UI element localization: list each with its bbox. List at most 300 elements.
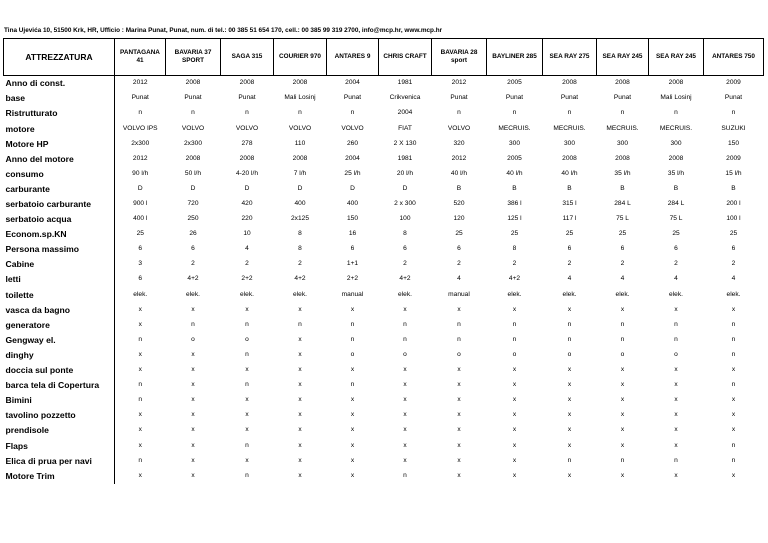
table-cell: 6: [620, 245, 625, 253]
table-cell: 2008: [185, 79, 201, 87]
table-cell: n: [620, 109, 625, 117]
table-cell: 110: [294, 139, 306, 147]
table-cell: n: [245, 441, 249, 449]
table-cell: n: [731, 381, 736, 389]
table-cell: 3: [138, 260, 143, 268]
table-cell: n: [567, 335, 572, 343]
table-cell: 25: [672, 230, 680, 238]
row-label: Cabine: [4, 257, 115, 272]
table-row: [4, 106, 764, 121]
table-cell: x: [350, 426, 355, 434]
table-cell: 25: [455, 230, 463, 238]
table-cell: n: [731, 456, 736, 464]
table-cell: VOLVO IPS: [122, 124, 158, 132]
table-cell: 520: [453, 200, 465, 207]
table-cell: x: [620, 441, 625, 449]
column-header: SEA RAY 245: [597, 39, 649, 76]
table-cell: 6: [567, 245, 572, 253]
table-cell: x: [457, 366, 461, 374]
table-cell: x: [567, 471, 572, 479]
table-cell: 2004: [345, 79, 360, 87]
table-cell: 2x300: [184, 139, 202, 147]
table-cell: x: [298, 456, 302, 464]
table-cell: VOLVO: [181, 124, 205, 132]
table-cell: 16: [348, 230, 357, 238]
table-cell: o: [403, 350, 407, 358]
row-label: Gengway el.: [4, 333, 115, 348]
table-cell: n: [138, 381, 143, 389]
table-cell: D: [297, 184, 303, 192]
table-cell: 2012: [451, 154, 467, 162]
table-row: [4, 363, 764, 378]
table-cell: x: [674, 381, 678, 389]
table-cell: x: [298, 381, 302, 389]
column-header: SEA RAY 275: [543, 39, 597, 76]
table-cell: o: [674, 350, 678, 358]
table-cell: x: [191, 350, 195, 358]
table-cell: 120: [453, 215, 465, 223]
table-cell: 2005: [507, 154, 522, 162]
table-cell: x: [403, 396, 407, 404]
table-cell: 2: [403, 260, 407, 268]
table-cell: 2008: [615, 154, 630, 162]
table-cell: B: [567, 184, 572, 192]
table-cell: x: [403, 366, 407, 374]
table-cell: n: [245, 471, 249, 479]
table-cell: x: [350, 456, 355, 464]
table-cell: 2004: [345, 154, 360, 162]
row-label: Econom.sp.KN: [4, 227, 115, 242]
column-header: BAYLINER 285: [487, 39, 543, 76]
table-cell: 2008: [239, 154, 255, 162]
table-cell: x: [298, 411, 302, 419]
column-header: SAGA 315: [221, 39, 274, 76]
table-cell: 2x300: [131, 139, 150, 147]
table-cell: x: [457, 305, 461, 313]
table-cell: x: [457, 381, 461, 389]
table-cell: 4: [567, 275, 572, 283]
table-row: [4, 242, 764, 257]
table-cell: elek.: [293, 290, 307, 298]
table-cell: 2008: [562, 79, 577, 87]
table-cell: x: [457, 471, 461, 479]
table-cell: x: [298, 305, 302, 313]
table-cell: 250: [187, 215, 199, 223]
row-label: doccia sul ponte: [4, 363, 115, 378]
table-cell: x: [731, 426, 736, 434]
table-cell: VOLVO: [341, 124, 364, 132]
table-cell: n: [245, 350, 249, 358]
table-cell: n: [245, 381, 249, 389]
table-cell: 4: [674, 275, 678, 283]
table-cell: n: [138, 396, 143, 404]
table-row: [4, 302, 764, 317]
table-cell: x: [512, 366, 517, 374]
table-cell: x: [512, 381, 517, 389]
table-cell: 50 l/h: [184, 169, 202, 177]
row-label: Persona massimo: [4, 242, 115, 257]
table-cell: x: [245, 426, 249, 434]
table-cell: 2008: [292, 79, 308, 87]
table-cell: 2 x 300: [394, 200, 416, 207]
table-cell: B: [731, 184, 736, 192]
table-cell: elek.: [726, 290, 741, 298]
table-cell: n: [567, 109, 572, 117]
table-cell: 2: [731, 260, 736, 268]
row-label: toilette: [4, 287, 115, 302]
table-cell: o: [457, 350, 461, 358]
table-cell: elek.: [133, 290, 148, 298]
table-cell: MECRUIS.: [498, 124, 531, 132]
table-cell: n: [674, 109, 678, 117]
table-cell: x: [245, 411, 249, 419]
column-header: ANTARES 9: [327, 39, 379, 76]
table-cell: 40 l/h: [561, 169, 578, 177]
row-label: Bimini: [4, 393, 115, 408]
table-cell: 6: [674, 245, 678, 253]
table-cell: 284 L: [667, 200, 685, 207]
table-cell: VOLVO: [288, 124, 312, 132]
table-cell: 125 l: [507, 215, 522, 223]
table-cell: x: [350, 471, 355, 479]
row-label: Anno di const.: [4, 76, 115, 92]
table-cell: SUZUKI: [721, 124, 746, 132]
table-cell: VOLVO: [447, 124, 471, 132]
table-cell: 26: [189, 230, 197, 238]
table-row: [4, 333, 764, 348]
table-cell: 6: [731, 245, 736, 253]
table-cell: 278: [241, 139, 253, 147]
table-cell: 100: [399, 215, 411, 223]
row-label: serbatoio carburante: [4, 197, 115, 212]
table-cell: 315 l: [562, 200, 577, 207]
table-cell: n: [457, 109, 461, 117]
table-cell: 40 l/h: [450, 169, 468, 177]
table-cell: elek.: [186, 290, 200, 298]
table-cell: x: [567, 381, 572, 389]
table-cell: 4: [457, 275, 461, 283]
table-cell: n: [674, 456, 678, 464]
table-cell: x: [567, 366, 572, 374]
table-cell: x: [512, 305, 517, 313]
table-cell: x: [731, 471, 736, 479]
table-cell: B: [512, 184, 517, 192]
table-cell: 2012: [132, 79, 148, 87]
table-cell: 2008: [668, 154, 684, 162]
table-row: [4, 468, 764, 483]
table-cell: o: [567, 350, 572, 358]
table-cell: VOLVO: [235, 124, 259, 132]
table-cell: 2009: [726, 79, 741, 87]
table-cell: 2008: [668, 79, 684, 87]
table-cell: 400: [294, 200, 306, 207]
table-cell: x: [731, 411, 736, 419]
table-cell: 2008: [292, 154, 308, 162]
table-cell: x: [674, 426, 678, 434]
table-cell: x: [191, 441, 195, 449]
table-cell: n: [512, 109, 517, 117]
table-cell: x: [512, 426, 517, 434]
table-cell: n: [674, 320, 678, 328]
table-cell: 25: [565, 230, 574, 238]
row-label: motore: [4, 121, 115, 136]
table-cell: 4-20 l/h: [236, 169, 258, 177]
table-cell: x: [403, 381, 407, 389]
table-cell: x: [620, 381, 625, 389]
table-row: [4, 393, 764, 408]
table-cell: 386 l: [507, 200, 522, 207]
table-cell: 35 l/h: [667, 169, 685, 177]
column-header: ANTARES 750: [704, 39, 764, 76]
table-row: [4, 348, 764, 363]
table-row: [4, 257, 764, 272]
table-cell: n: [138, 109, 143, 117]
table-cell: o: [245, 335, 249, 343]
table-cell: 1981: [397, 154, 413, 162]
table-cell: x: [620, 396, 625, 404]
table-cell: 400: [346, 200, 358, 207]
table-cell: x: [567, 441, 572, 449]
table-cell: x: [674, 396, 678, 404]
table-cell: n: [731, 441, 736, 449]
contact-header: Tina Ujevića 10, 51500 Krk, HR, Ufficio : Marina Punat, Punat, num. di tel.: 00 385 51 654 170, cell.: 00 385 99 319 2700, info@mcp.hr, www.mcp.hr: [4, 27, 443, 34]
table-cell: 2008: [562, 154, 577, 162]
table-cell: 720: [187, 200, 199, 207]
table-cell: MECRUIS.: [553, 124, 586, 132]
table-cell: x: [191, 396, 195, 404]
table-row: [4, 197, 764, 212]
table-cell: 2008: [239, 79, 255, 87]
table-cell: 2009: [726, 154, 741, 162]
table-cell: MECRUIS.: [606, 124, 639, 132]
table-cell: B: [673, 184, 679, 192]
table-cell: x: [512, 456, 517, 464]
row-label: Motore Trim: [4, 468, 115, 483]
table-cell: D: [350, 184, 355, 192]
table-cell: x: [512, 396, 517, 404]
table-cell: 7 l/h: [293, 169, 307, 177]
table-cell: o: [512, 350, 517, 358]
table-cell: 4: [620, 275, 625, 283]
table-cell: 150: [727, 139, 739, 147]
table-cell: n: [350, 320, 355, 328]
table-cell: x: [191, 456, 195, 464]
table-cell: x: [138, 441, 142, 449]
table-cell: 320: [453, 139, 465, 147]
table-cell: 20 l/h: [396, 169, 414, 177]
table-row: [4, 212, 764, 227]
row-label: vasca da bagno: [4, 302, 115, 317]
table-cell: x: [298, 396, 302, 404]
column-header: BAVARIA 28 sport: [432, 39, 487, 76]
table-cell: 100 l: [726, 215, 741, 223]
table-cell: n: [350, 335, 355, 343]
column-header: COURIER 970: [274, 39, 327, 76]
table-cell: x: [298, 426, 302, 434]
table-cell: 1981: [397, 79, 413, 87]
table-cell: x: [138, 305, 142, 313]
table-row: [4, 318, 764, 333]
table-cell: x: [620, 305, 625, 313]
table-cell: 420: [241, 200, 253, 207]
table-cell: 2+2: [241, 275, 253, 283]
table-cell: D: [402, 184, 408, 192]
table-cell: n: [620, 335, 625, 343]
table-cell: 4: [731, 275, 736, 283]
column-header: PANTAGANA 41: [115, 39, 166, 76]
table-cell: 2004: [397, 109, 413, 117]
table-cell: 2x125: [291, 215, 309, 223]
table-cell: x: [457, 441, 461, 449]
table-cell: 2: [674, 260, 678, 268]
table-cell: 220: [241, 215, 253, 223]
table-cell: x: [403, 305, 407, 313]
table-cell: 300: [616, 139, 628, 147]
table-cell: 2: [567, 260, 572, 268]
table-cell: 300: [563, 139, 575, 147]
table-cell: 2008: [185, 154, 201, 162]
row-label: barca tela di Copertura: [4, 378, 115, 393]
column-header: SEA RAY 245: [649, 39, 704, 76]
table-cell: x: [403, 411, 407, 419]
table-cell: 2012: [451, 79, 467, 87]
table-cell: Punat: [505, 94, 524, 102]
table-cell: x: [567, 396, 572, 404]
table-cell: Punat: [131, 94, 149, 102]
table-cell: Punat: [184, 94, 202, 102]
table-cell: x: [245, 366, 249, 374]
table-row: [4, 151, 764, 166]
table-cell: Crikvenica: [389, 94, 421, 102]
table-cell: x: [350, 366, 355, 374]
table-cell: x: [138, 471, 142, 479]
table-cell: n: [512, 320, 517, 328]
table-cell: 8: [512, 245, 517, 253]
table-cell: x: [620, 411, 625, 419]
table-cell: 2: [298, 260, 302, 268]
table-cell: 2 X 130: [393, 139, 417, 147]
table-cell: 300: [670, 139, 682, 147]
table-cell: x: [567, 411, 572, 419]
table-cell: 4+2: [399, 275, 411, 283]
table-cell: x: [245, 456, 249, 464]
table-cell: elek.: [398, 290, 412, 298]
table-cell: o: [350, 350, 355, 358]
table-cell: x: [245, 305, 249, 313]
table-cell: o: [191, 335, 195, 343]
table-cell: n: [567, 320, 572, 328]
table-cell: n: [298, 109, 302, 117]
table-cell: n: [245, 109, 249, 117]
row-label: dinghy: [4, 348, 115, 363]
table-cell: 4+2: [187, 275, 199, 283]
table-cell: n: [403, 335, 407, 343]
table-cell: x: [191, 305, 195, 313]
table-cell: n: [731, 335, 736, 343]
table-cell: 8: [403, 230, 407, 238]
table-cell: Mali Losinj: [284, 94, 316, 102]
table-cell: 25: [729, 230, 738, 238]
table-cell: 35 l/h: [614, 169, 631, 177]
row-label: Ristrutturato: [4, 106, 115, 121]
table-cell: x: [245, 396, 249, 404]
table-cell: n: [298, 320, 302, 328]
table-cell: 10: [243, 230, 251, 238]
table-cell: 15 l/h: [725, 169, 742, 177]
table-cell: MECRUIS.: [659, 124, 693, 132]
table-cell: n: [512, 335, 517, 343]
table-cell: 400 l: [133, 215, 148, 223]
table-cell: Punat: [560, 94, 579, 102]
column-header: CHRIS CRAFT: [379, 39, 432, 76]
table-row: [4, 453, 764, 468]
table-cell: n: [457, 320, 461, 328]
table-cell: x: [620, 471, 625, 479]
table-cell: n: [731, 350, 736, 358]
table-cell: 2: [457, 260, 461, 268]
table-cell: 2: [620, 260, 625, 268]
table-cell: n: [138, 335, 143, 343]
table-cell: 90 l/h: [132, 169, 149, 177]
table-cell: 25: [510, 230, 519, 238]
table-cell: 1+1: [346, 260, 359, 268]
table-cell: x: [298, 471, 302, 479]
table-cell: elek.: [507, 290, 522, 298]
table-cell: B: [456, 184, 462, 192]
table-row: [4, 167, 764, 182]
table-cell: x: [138, 350, 142, 358]
table-cell: x: [620, 366, 625, 374]
row-label: Elica di prua per navi: [4, 453, 115, 468]
table-cell: 25: [618, 230, 627, 238]
table-cell: 117 l: [562, 215, 577, 223]
table-cell: x: [138, 366, 142, 374]
equipment-table: [3, 38, 764, 484]
table-cell: n: [731, 109, 736, 117]
row-label: letti: [4, 272, 115, 287]
table-cell: 6: [138, 275, 143, 283]
row-label: Flaps: [4, 438, 115, 453]
table-cell: FIAT: [398, 124, 412, 132]
column-header: BAVARIA 37 SPORT: [166, 39, 221, 76]
table-cell: x: [457, 396, 461, 404]
table-cell: 8: [298, 245, 302, 253]
table-cell: x: [674, 471, 678, 479]
table-cell: x: [298, 366, 302, 374]
table-cell: x: [674, 411, 678, 419]
table-cell: x: [403, 426, 407, 434]
row-label: carburante: [4, 182, 115, 197]
corner-label: ATTREZZATURA: [4, 39, 115, 76]
table-cell: 25: [136, 230, 144, 238]
table-cell: Punat: [238, 94, 256, 102]
table-cell: x: [191, 426, 195, 434]
table-cell: 2008: [615, 79, 630, 87]
table-cell: 260: [346, 139, 358, 147]
table-cell: x: [350, 305, 355, 313]
table-cell: n: [350, 381, 355, 389]
table-cell: 150: [346, 215, 358, 223]
table-cell: x: [138, 411, 142, 419]
table-cell: 2012: [132, 154, 148, 162]
table-cell: Mali Losinj: [660, 94, 692, 102]
table-cell: 900 l: [133, 200, 148, 207]
table-cell: x: [298, 350, 302, 358]
table-cell: 2: [245, 260, 249, 268]
table-cell: x: [731, 366, 736, 374]
row-label: generatore: [4, 318, 115, 333]
table-cell: x: [191, 471, 195, 479]
